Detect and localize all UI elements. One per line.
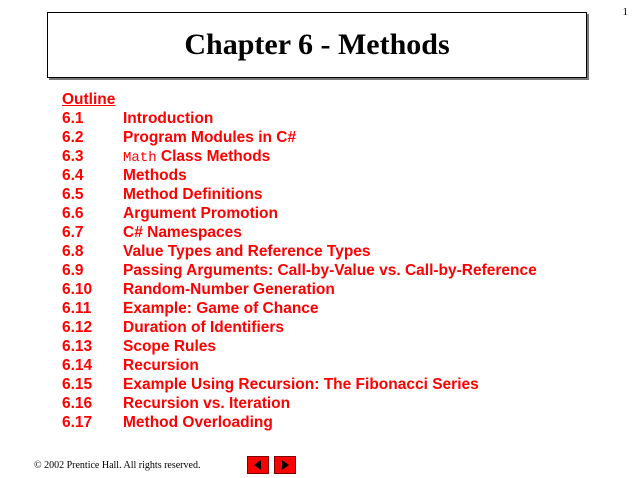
outline-item-number: 6.8 <box>62 243 84 260</box>
outline-item <box>62 185 537 204</box>
outline-list <box>62 109 537 432</box>
triangle-left-icon <box>248 457 268 473</box>
outline-item <box>62 280 537 299</box>
outline-heading: Outline <box>62 91 116 108</box>
outline-item-text: Duration of Identifiers <box>123 319 285 336</box>
previous-slide-button[interactable] <box>247 456 269 474</box>
outline-item <box>62 413 537 432</box>
outline-item <box>62 337 537 356</box>
outline-item-text: Random-Number Generation <box>123 281 335 298</box>
outline <box>62 90 537 432</box>
next-slide-button[interactable] <box>274 456 296 474</box>
slide-navigation <box>247 456 296 474</box>
outline-item-text: Example Using Recursion: The Fibonacci Series <box>123 376 479 393</box>
outline-item-number: 6.1 <box>62 110 84 127</box>
title-box <box>47 12 587 78</box>
outline-item <box>62 375 537 394</box>
outline-item-number: 6.7 <box>62 224 84 241</box>
outline-item-number: 6.14 <box>62 357 93 374</box>
outline-item <box>62 128 537 147</box>
outline-item <box>62 147 537 166</box>
outline-item-number: 6.16 <box>62 395 93 412</box>
outline-item <box>62 261 537 280</box>
outline-item-text: Argument Promotion <box>123 205 278 222</box>
outline-item-number: 6.2 <box>62 129 84 146</box>
outline-item-number: 6.17 <box>62 414 93 431</box>
outline-item <box>62 394 537 413</box>
outline-item-code: Math <box>123 150 157 166</box>
outline-item-text-rest: Class Methods <box>156 148 271 165</box>
copyright-footer: © 2002 Prentice Hall. All rights reserved. <box>34 460 201 471</box>
outline-item-text: Method Definitions <box>123 186 263 203</box>
outline-item <box>62 356 537 375</box>
outline-item-text: Recursion vs. Iteration <box>123 395 291 412</box>
outline-item-text: Scope Rules <box>123 338 217 355</box>
outline-item-number: 6.9 <box>62 262 84 279</box>
outline-item-number: 6.11 <box>62 300 92 317</box>
outline-item <box>62 223 537 242</box>
outline-item-text: C# Namespaces <box>123 224 242 241</box>
outline-item <box>62 299 537 318</box>
outline-item-number: 6.12 <box>62 319 93 336</box>
outline-item-text: Recursion <box>123 357 199 374</box>
outline-item-number: 6.10 <box>62 281 93 298</box>
outline-item <box>62 204 537 223</box>
outline-item-text <box>123 147 270 166</box>
slide-title: Chapter 6 - Methods <box>184 28 450 61</box>
outline-item-number: 6.5 <box>62 186 84 203</box>
page-number: 1 <box>622 6 628 18</box>
outline-item-text: Passing Arguments: Call-by-Value vs. Call-by-Reference <box>123 262 537 279</box>
outline-item-number: 6.15 <box>62 376 93 393</box>
triangle-right-icon <box>275 457 295 473</box>
outline-item-text: Value Types and Reference Types <box>123 243 371 260</box>
outline-item-text: Method Overloading <box>123 414 273 431</box>
outline-item-number: 6.4 <box>62 167 84 184</box>
outline-item <box>62 318 537 337</box>
outline-item-text: Program Modules in C# <box>123 129 297 146</box>
outline-item <box>62 166 537 185</box>
outline-item <box>62 109 537 128</box>
outline-item-text: Methods <box>123 167 187 184</box>
outline-item-text: Example: Game of Chance <box>123 300 319 317</box>
outline-item-number: 6.6 <box>62 205 84 222</box>
outline-item-number: 6.3 <box>62 148 84 165</box>
outline-item <box>62 242 537 261</box>
outline-item-number: 6.13 <box>62 338 93 355</box>
outline-item-text: Introduction <box>123 110 214 127</box>
